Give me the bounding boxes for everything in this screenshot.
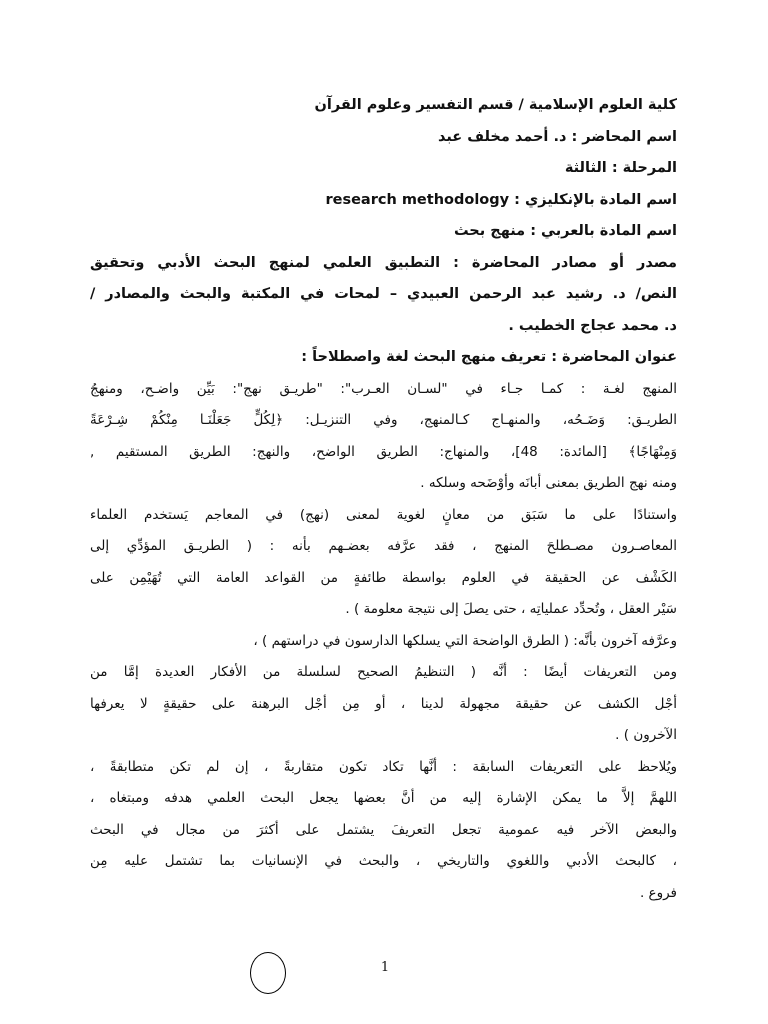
page-circle-mark xyxy=(250,952,286,994)
subject-english-value: research methodology xyxy=(325,191,510,208)
body-line: اللهمَّ إلاَّ ما يمكن الإشارة إليه من أنَّ بعضها يجعل البحث العلمي هدفه ومبتغاه ، xyxy=(90,790,677,806)
body-line: وعرَّفه آخرون بأنَّه: ( الطرق الواضحة التي يسلكها الدارسون في دراستهم ) ، xyxy=(253,632,677,649)
body-line: المنهج لغـة : كمـا جـاء في "لسـان العـرب": "طريـق نهج": بَيِّن واضـح، ومنهجُ xyxy=(90,380,677,397)
body-line: ومنه نهج الطريق بمعنى أبانَه وأوْضَحه وسلكه . xyxy=(420,475,677,491)
page-number: 1 xyxy=(380,960,390,975)
subject-english-label: اسم المادة بالإنكليزي : xyxy=(514,191,677,208)
lecturer-name: اسم المحاضر : د. أحمد مخلف عبد xyxy=(437,128,677,145)
body-line: الكَشْف عن الحقيقة في العلوم بواسطة طائفةٍ من القواعد العامة التي تُهَيْمِن على xyxy=(90,569,677,586)
sources-line-2: النص/ د. رشيد عبد الرحمن العبيدي – لمحات في المكتبة والبحث والمصادر / xyxy=(90,286,677,302)
sources-line-3: د. محمد عجاج الخطيب . xyxy=(508,317,677,334)
body-line: المعاصـرون مصـطلحَ المنهج ، فقد عرَّفه بعضـهم بأنه : ( الطريـق المؤدِّي إلى xyxy=(90,538,677,554)
lecture-content xyxy=(90,90,677,909)
body-line: ، كالبحث الأدبي واللغوي والتاريخي ، والبحث في الإنسانيات بما تشتمل عليه مِن xyxy=(90,853,677,869)
faculty-heading: كلية العلوم الإسلامية / قسم التفسير وعلوم القرآن xyxy=(314,97,677,113)
subject-english-line xyxy=(90,185,677,217)
subject-arabic: اسم المادة بالعربي : منهج بحث xyxy=(453,223,677,239)
body-line: واستنادًا على ما سَبَق من معانٍ لغوية لمعنى (نهج) في المعاجم يَستخدم العلماء xyxy=(90,506,677,523)
body-line: الطريـق: وَضَـحُه، والمنهـاج كـالمنهج، وفي التنزيـل: ﴿لِكُلٍّ جَعَلْنَـا مِنْكُمْ شِـرْعَةً xyxy=(90,412,677,428)
body-line: والبعض الآخر فيه عمومية تجعل التعريفَ يشتمل على أكثرَ من مجال في البحث xyxy=(90,821,677,838)
body-line: الآخرون ) . xyxy=(615,727,677,743)
body-line: ومن التعريفات أيضًا : أنَّه ( التنظيمُ الصحيح لسلسلة من الأفكار العديدة إمَّا من xyxy=(90,664,677,680)
lecture-title: عنوان المحاضرة : تعريف منهج البحث لغة واصطلاحاً : xyxy=(301,349,677,365)
body-line: وَمِنْهَاجًا﴾ [المائدة: 48]، والمنهاج: الطريق الواضح، والنهج: الطريق المستقيم , xyxy=(90,443,677,460)
body-line: فروع . xyxy=(639,884,677,901)
academic-stage: المرحلة : الثالثة xyxy=(564,160,677,176)
body-line: أجْل الكشف عن حقيقة مجهولة لدينا ، أو مِن أجْل البرهنة على حقيقةٍ لا يعرفها xyxy=(90,695,677,712)
body-line: ويُلاحظ على التعريفات السابقة : أنَّها تكاد تكون متقاربةً ، إن لم تكن متطابقةً ، xyxy=(90,758,677,775)
sources-line-1: مصدر أو مصادر المحاضرة : التطبيق العلمي لمنهج البحث الأدبي وتحقيق xyxy=(90,254,677,271)
body-line: سَيْر العقل ، وتُحدِّد عملياتِه ، حتى يصلَ إلى نتيجة معلومة ) . xyxy=(345,601,677,617)
